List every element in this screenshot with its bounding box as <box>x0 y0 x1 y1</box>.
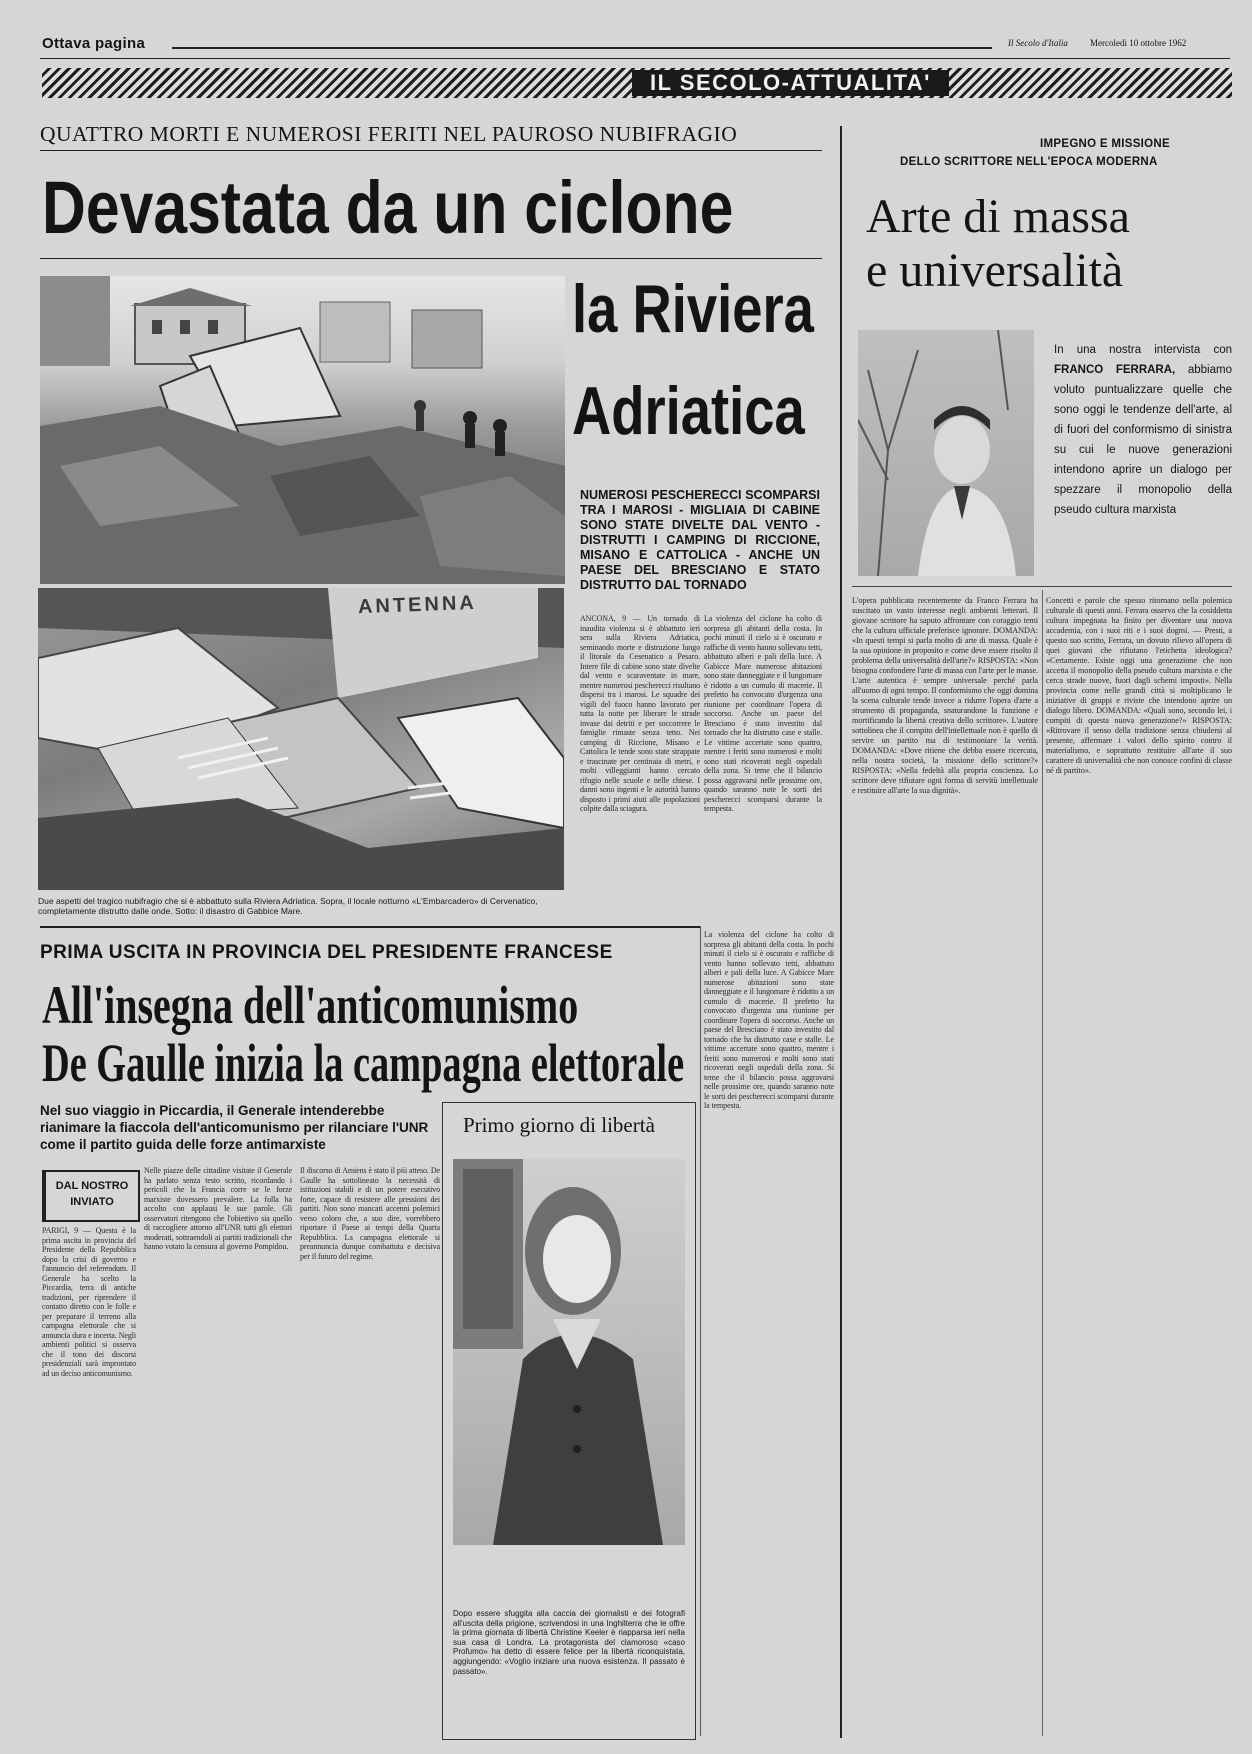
header-rule <box>172 47 992 49</box>
degaulle-body-col-2: Nelle piazze delle cittadine visitate il Generale ha parlato senza testo scritto, ricordando i pericoli che la Francia corre se le forze marxiste dovessero prevalere. La folla ha accolto con applausi le sue parole. Gli osservatori ritengono che l'obiettivo sia quello di raccogliere attorno all'UNR tutti gli elettori moderati, sottraendoli ai partiti tradizionali che hanno votato la censura al governo Pompidou. <box>144 1166 292 1251</box>
header-rule-2 <box>40 58 1230 59</box>
art-kicker-1: IMPEGNO E MISSIONE <box>1040 138 1171 150</box>
freedom-photo <box>453 1159 685 1545</box>
left-block-rule <box>700 926 701 1736</box>
art-intro-post: abbiamo voluto puntualizzare quelle che sono oggi le tendenze dell'arte, al di fuori del conformismo di sinistra su cui le nuove generazioni intendono aprire un dialogo per spezzare il monopolio della pseudo cultura marxista <box>1054 364 1232 516</box>
cyclone-body-col-1: ANCONA, 9 — Un tornado di inaudita violenza si è abbattuto ieri sera sulla Riviera Adriatica, seminando morte e distruzione lungo il litorale da Cesenatico a Pesaro. Intere file di cabine sono state divelte dal vento e scaraventate in mare, mentre numerosi pescherecci risultano dispersi tra i marosi. Le squadre dei vigili del fuoco hanno lavorato per tutta la notte per liberare le strade invase dai detriti e per soccorrere le famiglie rimaste senza tetto. Nei camping di Riccione, Misano e Cattolica le tende sono state strappate e trascinate per centinaia di metri, e molti villeggianti hanno cercato rifugio nelle scuole e nelle chiese. I danni sono ingenti e le autorità hanno disposto i primi aiuti alle popolazioni colpite dalla sciagura. <box>580 614 700 813</box>
wreckage-scene <box>38 588 564 890</box>
art-intro <box>1054 340 1232 520</box>
degaulle-deck: Nel suo viaggio in Piccardia, il Generale intenderebbe rianimare la fiaccola dell'anticomunismo per rilanciare l'UNR come il partito guida delle forze antimarxiste <box>40 1103 429 1152</box>
cyclone-photo-bottom <box>38 588 564 890</box>
degaulle-headline-1: All'insegna dell'anticomunismo <box>42 975 579 1035</box>
degaulle-kicker: PRIMA USCITA IN PROVINCIA DEL PRESIDENTE FRANCESE <box>40 942 613 963</box>
cyclone-photo-top <box>40 276 565 584</box>
rubble-scene <box>40 276 565 584</box>
degaulle-body-col-1: PARIGI, 9 — Questa è la prima uscita in provincia del Presidente della Repubblica dopo la crisi di governo e l'annuncio del referendum. Il Generale ha scelto la Piccardia, terra di antiche tradizioni, per riprendere il contatto diretto con le folle e per preparare il terreno alla campagna elettorale che si annuncia dura e incerta. Negli ambienti politici si osserva che il tono dei discorsi presidenziali sarà improntato ad un deciso anticomunismo. <box>42 1226 136 1378</box>
freedom-caption: Dopo essere sfuggita alla caccia dei giornalisti e dei fotografi all'uscita della prigione, scrivendosi in una Inghilterra che le offre la prima giornata di libertà Christine Keeler è riapparsa ieri nella sua casa di Londra. La protagonista del clamoroso «caso Profumo» ha detto di essere felice per la libertà riconquistata, aggiungendo: «Voglio iniziare una nuova esistenza. Il passato è passato». <box>453 1609 685 1676</box>
cyclone-body-col-2: La violenza del ciclone ha colto di sorpresa gli abitanti della costa. In pochi minuti il cielo si è oscurato e raffiche di vento hanno sollevato tetti, abbattuto alberi e pali della luce. A Gabicce Mare numerose abitazioni sono state danneggiate e il lungomare è ridotto a un cumulo di macerie. Il prefetto ha convocato d'urgenza una riunione per coordinare l'opera di soccorso. Anche un paese del Bresciano è stato investito dal tornado che ha distrutto case e stalle. Le vittime accertate sono quattro, mentre i feriti sono numerosi e molti sono stati ricoverati negli ospedali della zona. Si teme che il bilancio possa aggravarsi nelle prossime ore, quando saranno note le sorti dei pescherecci scomparsi durante la tempesta. <box>704 614 822 813</box>
cyclone-bottom-rule <box>40 926 700 928</box>
byline-text: DAL NOSTRO INVIATO <box>55 1180 129 1208</box>
degaulle-headline-2: De Gaulle inizia la campagna elettorale <box>42 1033 685 1093</box>
degaulle-body-col-3: Il discorso di Amiens è stato il più atteso. De Gaulle ha sottolineato la necessità di istituzioni stabili e di un potere esecutivo forte, capace di resistere alle pressioni dei partiti. Non sono mancati accenni polemici verso coloro che, a suo dire, vorrebbero riportare il Paese ai tempi della Quarta Repubblica. La campagna elettorale si preannuncia dunque combattuta e decisiva per il futuro del regime. <box>300 1166 440 1261</box>
cyclone-headline: Devastata da un ciclone <box>42 166 734 249</box>
cyclone-headline-adriatica: Adriatica <box>572 373 805 449</box>
art-body-col-1: L'opera pubblicata recentemente da Franco Ferrara ha suscitato un vasto interesse negli ambienti letterari. Il giovane scrittore ha saputo affrontare con coraggio temi che la cultura ufficiale preferisce ignorare. DOMANDA: «In questi tempi si parla molto di arte di massa. Quale è la sua opinione in proposito e come deve essere risolto il problema della universalità dell'arte?» RISPOSTA: «Non bisogna confondere l'arte di massa con l'arte per le masse. L'arte autentica è sempre universale perché parla all'uomo di ogni tempo. Il conformismo che oggi domina la scena culturale tende invece a ridurre l'opera d'arte a strumento di propaganda, snaturandone la funzione e mortificando la libertà creativa dello scrittore». L'autore sottolinea che il compito dell'intellettuale non è quello di servire un partito ma di testimoniare la verità. DOMANDA: «Dove ritiene che debba essere ricercata, nella nostra società, la missione dello scrittore?» RISPOSTA: «Nella fedeltà alla propria coscienza. Lo scrittore deve rifiutare ogni forma di servitù intellettuale e restituire all'arte la sua dignità». <box>852 596 1038 795</box>
byline-box <box>42 1170 140 1222</box>
art-col-rule <box>1042 590 1043 1736</box>
art-intro-rule <box>852 586 1232 587</box>
art-headline-2: e universalità <box>866 244 1124 297</box>
ferrara-photo <box>858 330 1034 576</box>
right-block-rule <box>840 126 842 1738</box>
page-label: Ottava pagina <box>42 35 146 52</box>
paper-name: Il Secolo d'Italia <box>1008 38 1068 48</box>
header-date: Mercoledì 10 ottobre 1962 <box>1090 38 1187 48</box>
freedom-box <box>442 1102 696 1740</box>
section-banner-label: IL SECOLO-ATTUALITA' <box>632 70 949 96</box>
cyclone-photo-caption: Due aspetti del tragico nubifragio che si è abbattuto sulla Riviera Adriatica. Sopra, il locale notturno «L'Embarcadero» di Cervenatico, completamente distrutto dalle onde. Sotto: il disastro di Gabbice Mare. <box>38 896 538 916</box>
freedom-title: Primo giorno di libertà <box>463 1113 655 1137</box>
cyclone-deck: NUMEROSI PESCHERECCI SCOMPARSI TRA I MAROSI - MIGLIAIA DI CABINE SONO STATE DIVELTE DAL VENTO - DISTRUTTI I CAMPING DI RICCIONE, MISANO E CATTOLICA - ANCHE UN PAESE DEL BRESCIANO E STATO DISTRUTTO DAL TORNADO <box>580 488 820 592</box>
portrait <box>453 1159 685 1545</box>
art-headline-1: Arte di massa <box>866 190 1130 243</box>
kicker-underline <box>40 150 822 151</box>
cyclone-kicker: QUATTRO MORTI E NUMEROSI FERITI NEL PAUROSO NUBIFRAGIO <box>40 122 738 146</box>
art-body-col-2: Concetti e parole che spesso ritornano nella polemica culturale di questi anni. Ferrara osserva che la cosiddetta cultura impegnata ha finito per diventare una nuova accademia, con i suoi riti e i suoi dogmi. — Presti, a questo suo scritto, Ferrara, un dovuto rilievo all'opera di quei giovani che rifiutano l'etichetta ideologica? «Certamente. Esiste oggi una generazione che non accetta il monopolio della pseudo cultura marxista e che cerca strade nuove, fuori dagli schemi imposti». Nella provincia come nelle grandi città si moltiplicano le iniziative di gruppi e riviste che intendono aprire un dialogo libero. DOMANDA: «Quali sono, secondo lei, i compiti di questa nuova generazione?» RISPOSTA: «Ritrovare il senso della tradizione senza chiudersi al presente, affermare i valori dello spirito contro il materialismo, e soprattutto restituire all'arte il suo carattere di universalità che non conosce confini di classe né di partito». <box>1046 596 1232 775</box>
antenna-sign: ANTENNA <box>357 591 478 619</box>
section-banner <box>42 68 1232 98</box>
headline-rule <box>40 258 822 259</box>
cyclone-headline-riviera: la Riviera <box>572 271 814 347</box>
art-intro-pre: In una nostra intervista con <box>1054 344 1232 356</box>
art-intro-name: FRANCO FERRARA, <box>1054 364 1176 376</box>
mid-continuation-col: La violenza del ciclone ha colto di sorpresa gli abitanti della costa. In pochi minuti il cielo si è oscurato e raffiche di vento hanno sollevato tetti, abbattuto alberi e pali della luce. A Gabicce Mare numerose abitazioni sono state danneggiate e il lungomare è ridotto a un cumulo di macerie. Il prefetto ha convocato d'urgenza una riunione per coordinare l'opera di soccorso. Anche un paese del Bresciano è stato investito dal tornado che ha distrutto case e stalle. Le vittime accertate sono quattro, mentre i feriti sono numerosi e molti sono stati ricoverati negli ospedali della zona. Si teme che il bilancio possa aggravarsi nelle prossime ore, quando saranno note le sorti dei pescherecci scomparsi durante la tempesta. <box>704 930 834 1110</box>
author-portrait <box>858 330 1034 576</box>
art-kicker-2: DELLO SCRITTORE NELL'EPOCA MODERNA <box>900 156 1158 168</box>
